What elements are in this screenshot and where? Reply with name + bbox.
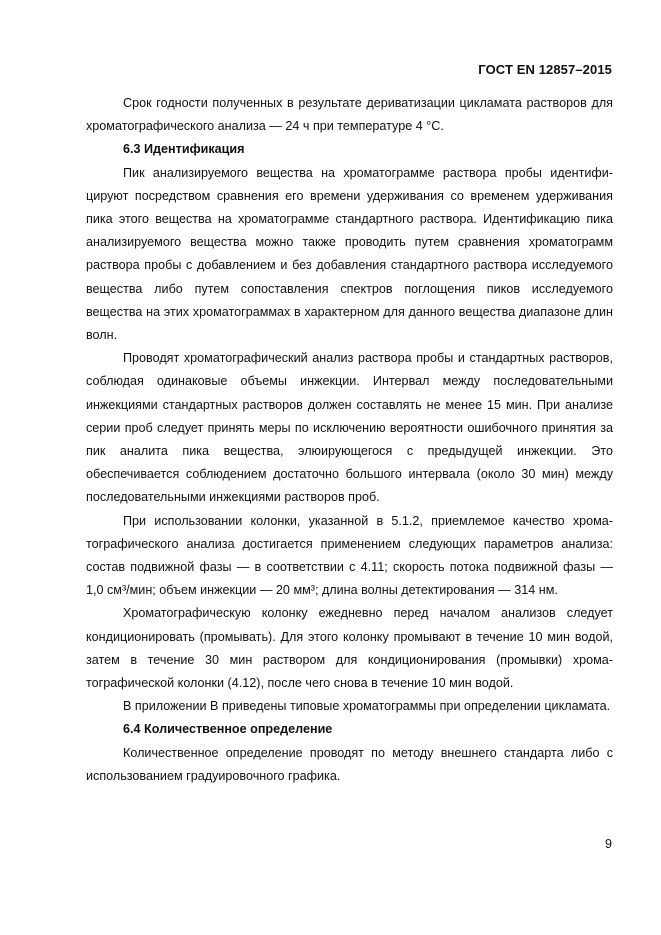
page-body: [86, 92, 613, 788]
paragraph-injection-interval: Проводят хроматографический анализ раствора пробы и стандартных растворов, соблюдая одинаковые объемы инжекции. Интервал между последовательными инжекциями стандартных растворов должен составлять не менее 15 мин. При анализе серии проб следует принять меры по исключению вероятности ошибочного принятия за пик аналита пика вещества, элюирующегося с предыдущей инжекции. Это обеспечивается соблюдением достаточно большого интервала (около 30 мин) между последовательными инжекциями растворов проб.: [86, 351, 613, 505]
paragraph-quantification: Количественное определение проводят по методу внешнего стандарта либо с использованием градуировочного графика.: [86, 745, 613, 783]
page-number: 9: [604, 837, 612, 851]
document-code: ГОСТ EN 12857–2015: [478, 62, 612, 77]
paragraph-column-conditioning: Хроматографическую колонку ежедневно перед началом анализов следует кондиционировать (промывать). Для этого колонку промывают в течение 10 мин водой, затем в течение 30 мин раствором для кондиционирования (промывки) хроматографической колонки (4.12), после чего снова в течение 10 мин водой.: [86, 606, 613, 691]
paragraph-appendix-reference: В приложении В приведены типовые хроматограммы при определении цикламата.: [123, 699, 611, 714]
section-heading-quantification: 6.4 Количественное определение: [123, 722, 333, 737]
paragraph-shelf-life: Срок годности полученных в результате дериватизации цикламата растворов для хроматографического анализа — 24 ч при температуре 4 °С.: [86, 96, 613, 134]
section-heading-identification: 6.3 Идентификация: [123, 142, 245, 157]
paragraph-analysis-parameters: При использовании колонки, указанной в 5.1.2, приемлемое качество хроматографического анализа достигается применением следующих параметров анализа: состав подвижной фазы — в соответствии с 4.11; скорость потока подвижной фазы — 1,0 см³/мин; объем инжекции — 20 мм³; длина волны детектирования — 314 нм.: [86, 513, 613, 598]
paragraph-identification: Пик анализируемого вещества на хроматограмме раствора пробы идентифицируют посредством сравнения его времени удерживания со временем удерживания пика этого вещества на хроматограмме стандартного раствора. Идентификацию пика анализируемого вещества можно также проводить путем сравнения хроматограмм раствора пробы с добавлением и без добавления стандартного раствора исследуемого вещества либо путем сопоставления спектров поглощения пиков исследуемого вещества на этих хроматограммах в характерном для данного вещества диапазоне длин волн.: [86, 165, 613, 343]
